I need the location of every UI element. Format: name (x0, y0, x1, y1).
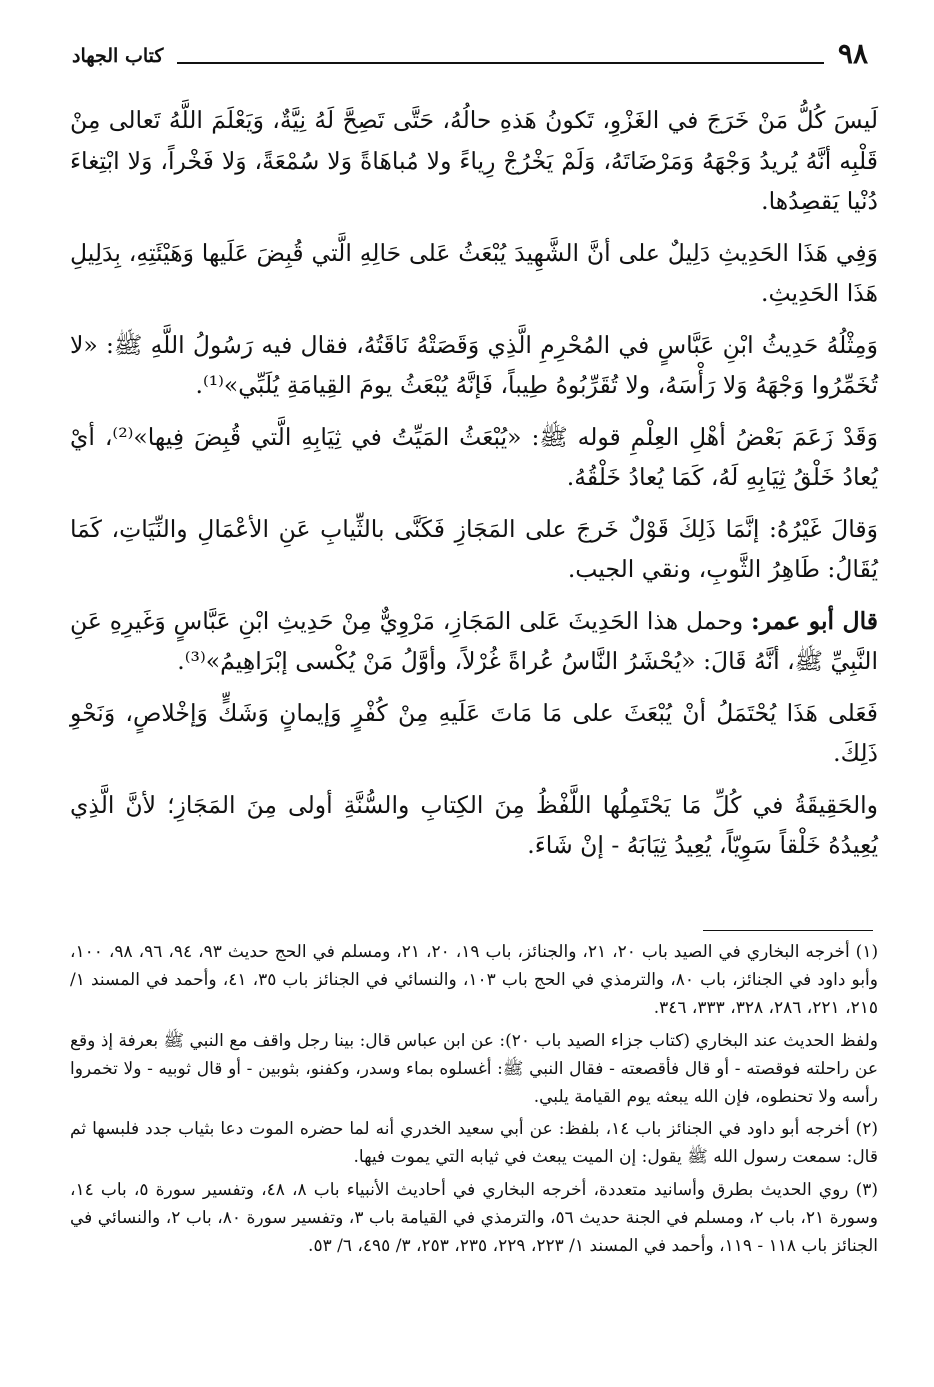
footnote-divider (703, 930, 873, 931)
page-number: ٩٨ (837, 37, 868, 70)
lead-in-label: قال أبو عمر: (751, 606, 878, 635)
paragraph: والحَقِيقَةُ في كُلِّ مَا يَحْتَمِلُها اللَّفْظُ مِنَ الكِتابِ والسُّنَّةِ أولى مِنَ المَجَازِ؛ لأنَّ الَّذِي يُعِيدُهُ خَلْقاً سَوِيّاً، يُعِيدُ ثِيَابَهُ - إنْ شَاءَ. (70, 790, 878, 859)
header-rule (177, 62, 824, 64)
paragraph: وَقالَ غَيْرُهُ: إنَّمَا ذَلِكَ قَوْلٌ خَرجَ على المَجَازِ فَكَنَّى بالثِّيابِ عَنِ الأعْمَالِ والنِّيَاتِ، كَمَا يُقَالُ: طَاهِرُ الثَّوبِ، ونقي الجيب. (70, 514, 878, 583)
main-text (70, 100, 878, 877)
paragraph: لَيسَ كُلُّ مَنْ خَرَجَ في الغَزْوِ، تَكونُ هَذهِ حالُهُ، حَتَّى تَصِحَّ لَهُ نِيَّةٌ، وَيَعْلَمَ اللَّهُ تَعالى مِنْ قَلْبِه أنَّهُ يُريدُ وَجْهَهُ وَمَرْضَاتَهُ، وَلَمْ يَخْرُجْ رِياءً ولا مُباهَاةً وَلا سُمْعَةً، وَلا فَخْراً، وَلا ابْتِغاءَ دُنْيا يَقصِدُها. (70, 106, 878, 215)
paragraph: وَقَدْ زَعَمَ بَعْضُ أهْلِ العِلْمِ قوله ﷺ: «يُبْعَثُ المَيِّتُ في ثِيَابِهِ الَّتي قُبِضَ فِيها»⁽²⁾، أيْ يُعادُ خَلْقُ ثِيَابِهِ لَهُ، كَمَا يُعادُ خَلْقُهُ. (70, 422, 879, 491)
footnote: (٣) روي الحديث بطرق وأسانيد متعددة، أخرجه البخاري في أحاديث الأنبياء باب ٨، ٤٨، وتفسير سورة ٥، باب ١٤، وسورة ٢١، باب ٢، ومسلم في الجنة حديث ٥٦، والترمذي في القيامة باب ٣، وتفسير سورة ٨٠، باب ٢، والنسائي في الجنائز باب ١١٨ - ١١٩، وأحمد في المسند ١/ ٢٢٣، ٢٢٩، ٢٣٥، ٢٥٣، ٣/ ٤٩٥، ٦/ ٥٣. (70, 1179, 879, 1257)
paragraph: وَمِثْلُهُ حَدِيثُ ابْنِ عَبَّاسٍ في المُحْرِمِ الَّذِي وَقَصَتْهُ نَاقَتُهُ، فقال فيه رَسُولُ اللَّهِ ﷺ: «لا تُخَمِّرُوا وَجْهَهُ وَلا رَأْسَهُ، ولا تُقَرِّبُوهُ طِيباً، فَإنَّهُ يُبْعَثُ يومَ القِيامَةِ يُلَبِّي»⁽¹⁾. (70, 330, 878, 399)
paragraph-text: وحمل هذا الحَدِيثَ عَلى المَجَازِ، مَرْوِيٌّ مِنْ حَدِيثِ ابْنِ عَبَّاسٍ وَغَيرِهِ عَنِ النَّبِيِّ ﷺ، أنَّهُ قَالَ: «يُحْشَرُ النَّاسُ عُراةً غُرْلاً، وأوَّلُ مَنْ يُكْسى إبْرَاهِيمُ»⁽³⁾. (70, 606, 878, 675)
paragraph: فَعَلى هَذَا يُحْتَمَلُ أنْ يُبْعَثَ على مَا مَاتَ عَلَيهِ مِنْ كُفْرٍ وَإيمانٍ وَشَكٍّ وَإخْلاصٍ، وَنَحْوِ ذَلِكَ. (70, 698, 878, 767)
footnote: ولفظ الحديث عند البخاري (كتاب جزاء الصيد باب ٢٠): عن ابن عباس قال: بينا رجل واقف مع النبي ﷺ بعرفة إذ وقع عن راحلته فوقصته - أو قال فأقصعته - فقال النبي ﷺ: أغسلوه بماء وسدر، وكفنو، بثوبين - أو قال ثوبيه - ولا تخمروا رأسه ولا تحنطوه، فإن الله يبعثه يوم القيامة يلبي. (70, 1030, 878, 1108)
footnote: (٢) أخرجه أبو داود في الجنائز باب ١٤، بلفظ: عن أبي سعيد الخدري أنه لما حضره الموت دعا بثياب جدد فلبسها ثم قال: سمعت رسول الله ﷺ يقول: إن الميت يبعث في ثيابه التي يموت فيها. (70, 1119, 879, 1168)
footnote: (١) أخرجه البخاري في الصيد باب ٢٠، ٢١، والجنائز، باب ١٩، ٢٠، ٢١، ومسلم في الحج حديث ٩٣، ٩٤، ٩٦، ٩٨، ١٠٠، وأبو داود في الجنائز، باب ٨٠، والترمذي في الحج باب ١٠٣، والنسائي في الجنائز باب ٣٥، ٤١، وأحمد في المسند ١/ ٢١٥، ٢٢١، ٢٨٦، ٣٢٨، ٣٣٣، ٣٤٦. (70, 942, 879, 1019)
footnotes (70, 938, 878, 1264)
paragraph: وَفِي هَذَا الحَدِيثِ دَلِيلٌ على أنَّ الشَّهِيدَ يُبْعَثُ عَلى حَالِهِ الَّتي قُبِضَ عَلَيها وَهَيْئَتِهِ، بِدَلِيلِ هَذَا الحَدِيثِ. (70, 238, 878, 307)
page-header (70, 36, 870, 70)
book-title: كتاب الجهاد (72, 45, 164, 67)
paragraph-abu-umar (70, 601, 878, 682)
